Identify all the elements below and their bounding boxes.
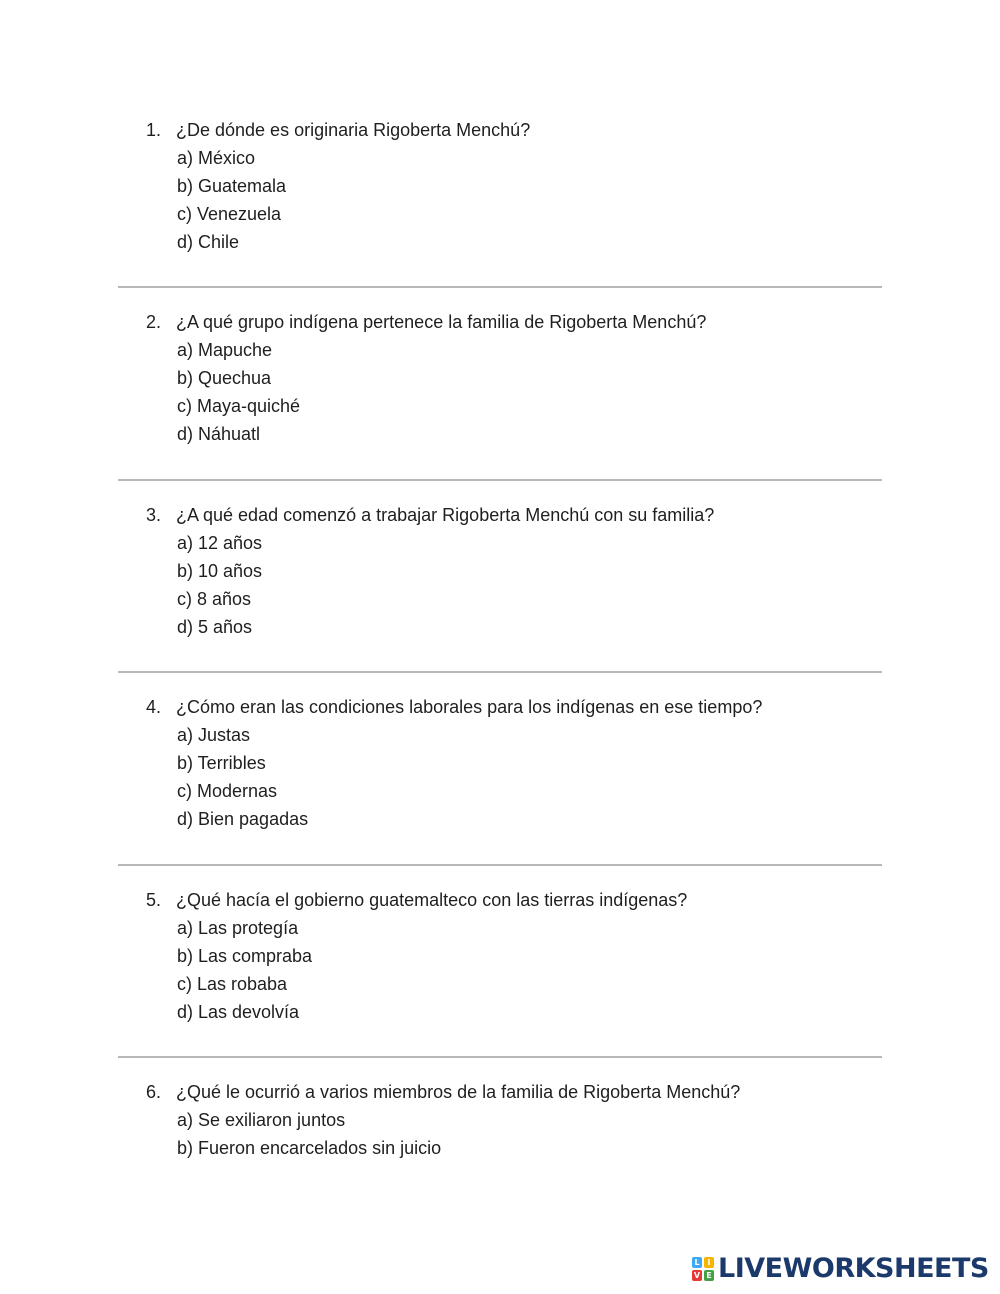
option-a[interactable]: a) 12 años	[177, 533, 263, 553]
divider	[118, 671, 882, 673]
question-text	[146, 696, 762, 718]
logo-mark-letter: I	[704, 1257, 714, 1268]
option-d[interactable]: d) Bien pagadas	[177, 809, 309, 829]
question-prompt: ¿Cómo eran las condiciones laborales para los indígenas en ese tiempo?	[176, 697, 763, 717]
question-prompt: ¿Qué hacía el gobierno guatemalteco con las tierras indígenas?	[176, 890, 688, 910]
question-prompt: ¿Qué le ocurrió a varios miembros de la familia de Rigoberta Menchú?	[176, 1082, 741, 1102]
option-b[interactable]: b) Las compraba	[177, 946, 313, 966]
option-a[interactable]: a) Mapuche	[177, 340, 273, 360]
question-text	[146, 311, 706, 333]
option-c[interactable]: c) Modernas	[177, 781, 278, 801]
question-prompt: ¿A qué grupo indígena pertenece la familia de Rigoberta Menchú?	[176, 312, 707, 332]
option-d[interactable]: d) Chile	[177, 232, 240, 252]
liveworksheets-logo	[692, 1254, 989, 1284]
option-d[interactable]: d) Náhuatl	[177, 424, 261, 444]
option-b[interactable]: b) Guatemala	[177, 176, 287, 196]
logo-mark-letter: E	[704, 1270, 714, 1281]
option-a[interactable]: a) Se exiliaron juntos	[177, 1110, 346, 1130]
option-c[interactable]: c) Las robaba	[177, 974, 288, 994]
option-a[interactable]: a) Justas	[177, 725, 251, 745]
question-number: 3.	[146, 505, 162, 525]
option-c[interactable]: c) Maya-quiché	[177, 396, 301, 416]
question-number: 5.	[146, 890, 162, 910]
logo-wordmark: LIVEWORKSHEETS	[718, 1253, 989, 1284]
question-number: 4.	[146, 697, 162, 717]
liveworksheets-mark-icon	[692, 1257, 714, 1281]
option-b[interactable]: b) Fueron encarcelados sin juicio	[177, 1138, 442, 1158]
option-b[interactable]: b) 10 años	[177, 561, 263, 581]
logo-mark-letter: V	[693, 1271, 701, 1280]
divider	[118, 864, 882, 866]
question-text	[146, 504, 714, 526]
divider	[118, 1056, 882, 1058]
option-a[interactable]: a) Las protegía	[177, 918, 299, 938]
question-text	[146, 889, 687, 911]
option-c[interactable]: c) Venezuela	[177, 204, 282, 224]
logo-mark-letter: L	[692, 1257, 702, 1268]
option-a[interactable]: a) México	[177, 148, 256, 168]
divider	[118, 479, 882, 481]
divider	[118, 286, 882, 288]
question-text	[146, 119, 530, 141]
question-prompt: ¿De dónde es originaria Rigoberta Menchú?	[176, 120, 531, 140]
question-number: 1.	[146, 120, 162, 140]
option-c[interactable]: c) 8 años	[177, 589, 252, 609]
option-b[interactable]: b) Quechua	[177, 368, 272, 388]
option-d[interactable]: d) Las devolvía	[177, 1002, 300, 1022]
question-text	[146, 1081, 740, 1103]
question-prompt: ¿A qué edad comenzó a trabajar Rigoberta Menchú con su familia?	[176, 505, 715, 525]
question-number: 6.	[146, 1082, 162, 1102]
question-number: 2.	[146, 312, 162, 332]
option-b[interactable]: b) Terribles	[177, 753, 266, 773]
option-d[interactable]: d) 5 años	[177, 617, 253, 637]
